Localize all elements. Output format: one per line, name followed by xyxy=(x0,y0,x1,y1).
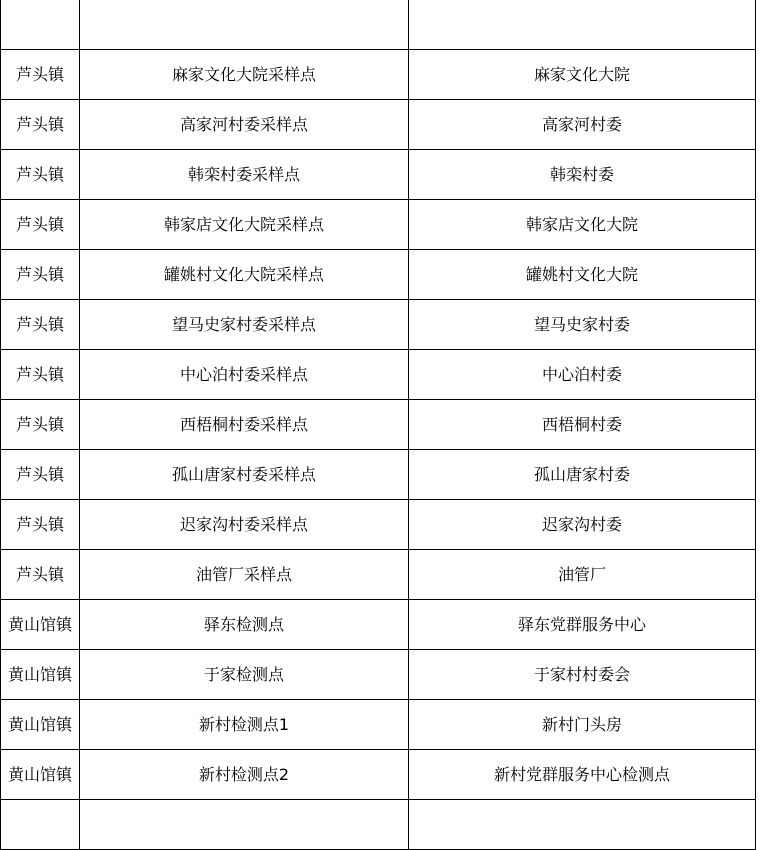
town-cell: 黄山馆镇 xyxy=(1,600,80,650)
table-row xyxy=(1,500,756,550)
address-cell: 罐姚村文化大院 xyxy=(409,250,756,300)
table-row xyxy=(1,150,756,200)
town-cell: 芦头镇 xyxy=(1,400,80,450)
table-row xyxy=(1,750,756,800)
table-row xyxy=(1,250,756,300)
table-row xyxy=(1,550,756,600)
town-cell: 芦头镇 xyxy=(1,450,80,500)
address-cell: 西梧桐村委 xyxy=(409,400,756,450)
table-row xyxy=(1,800,756,850)
site-name-cell: 油管厂采样点 xyxy=(80,550,409,600)
site-name-cell: 韩家店文化大院采样点 xyxy=(80,200,409,250)
table-row xyxy=(1,200,756,250)
town-cell: 芦头镇 xyxy=(1,250,80,300)
site-name-cell: 西梧桐村委采样点 xyxy=(80,400,409,450)
table-row xyxy=(1,400,756,450)
site-name-cell: 于家检测点 xyxy=(80,650,409,700)
town-cell: 芦头镇 xyxy=(1,500,80,550)
table-row xyxy=(1,650,756,700)
site-name-cell: 孤山唐家村委采样点 xyxy=(80,450,409,500)
address-cell: 望马史家村委 xyxy=(409,300,756,350)
address-cell: 孤山唐家村委 xyxy=(409,450,756,500)
town-cell: 芦头镇 xyxy=(1,50,80,100)
town-cell: 芦头镇 xyxy=(1,350,80,400)
address-cell: 韩栾村委 xyxy=(409,150,756,200)
address-cell xyxy=(409,800,756,850)
town-cell xyxy=(1,0,80,50)
town-cell: 芦头镇 xyxy=(1,150,80,200)
address-cell xyxy=(409,0,756,50)
address-cell: 驿东党群服务中心 xyxy=(409,600,756,650)
table-row xyxy=(1,0,756,50)
site-name-cell: 韩栾村委采样点 xyxy=(80,150,409,200)
table-row xyxy=(1,700,756,750)
address-cell: 韩家店文化大院 xyxy=(409,200,756,250)
site-name-cell: 驿东检测点 xyxy=(80,600,409,650)
town-cell: 芦头镇 xyxy=(1,550,80,600)
site-name-cell: 望马史家村委采样点 xyxy=(80,300,409,350)
town-cell: 黄山馆镇 xyxy=(1,650,80,700)
table-row xyxy=(1,450,756,500)
site-name-cell: 麻家文化大院采样点 xyxy=(80,50,409,100)
address-cell: 新村党群服务中心检测点 xyxy=(409,750,756,800)
table-body xyxy=(1,0,756,850)
address-cell: 中心泊村委 xyxy=(409,350,756,400)
site-name-cell xyxy=(80,0,409,50)
town-cell xyxy=(1,800,80,850)
table-row xyxy=(1,100,756,150)
table-row xyxy=(1,50,756,100)
table-row xyxy=(1,300,756,350)
site-name-cell: 迟家沟村委采样点 xyxy=(80,500,409,550)
table-row xyxy=(1,350,756,400)
address-cell: 新村门头房 xyxy=(409,700,756,750)
address-cell: 油管厂 xyxy=(409,550,756,600)
town-cell: 芦头镇 xyxy=(1,200,80,250)
site-name-cell: 高家河村委采样点 xyxy=(80,100,409,150)
table-row xyxy=(1,600,756,650)
site-name-cell: 罐姚村文化大院采样点 xyxy=(80,250,409,300)
town-cell: 黄山馆镇 xyxy=(1,750,80,800)
address-cell: 麻家文化大院 xyxy=(409,50,756,100)
address-cell: 迟家沟村委 xyxy=(409,500,756,550)
town-cell: 黄山馆镇 xyxy=(1,700,80,750)
site-name-cell: 中心泊村委采样点 xyxy=(80,350,409,400)
town-cell: 芦头镇 xyxy=(1,300,80,350)
address-cell: 于家村村委会 xyxy=(409,650,756,700)
site-name-cell: 新村检测点1 xyxy=(80,700,409,750)
site-name-cell: 新村检测点2 xyxy=(80,750,409,800)
town-cell: 芦头镇 xyxy=(1,100,80,150)
site-name-cell xyxy=(80,800,409,850)
address-cell: 高家河村委 xyxy=(409,100,756,150)
